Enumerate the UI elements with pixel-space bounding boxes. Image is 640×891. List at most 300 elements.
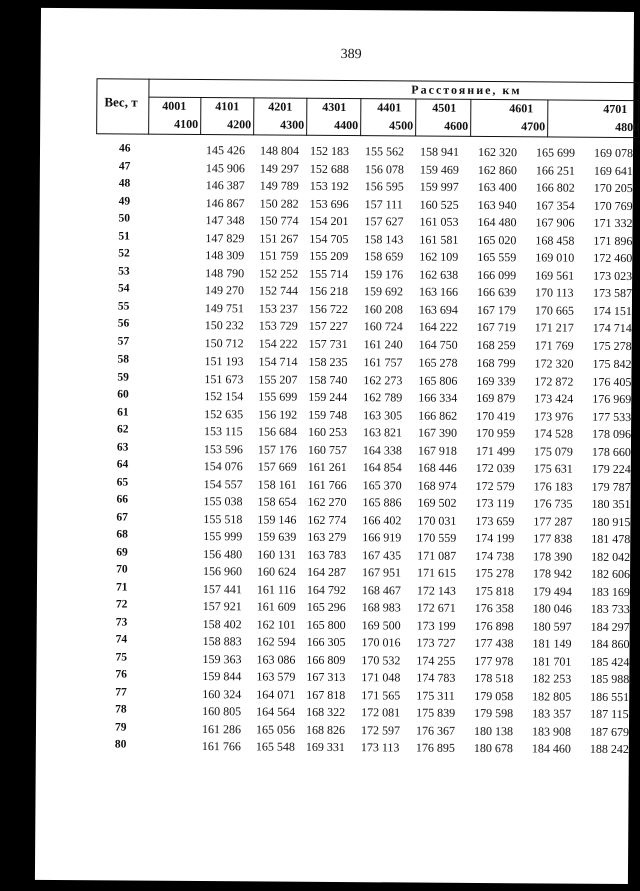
tariff-cell: 169 879	[476, 390, 516, 406]
tariff-cell: 168 446	[417, 460, 457, 475]
tariff-cell: 170 532	[361, 652, 401, 667]
tariff-cell: 175 839	[416, 705, 456, 720]
page-number: 389	[340, 47, 362, 63]
tariff-cell: 165 806	[418, 373, 458, 388]
tariff-cell: 173 424	[534, 391, 574, 406]
tariff-cell: 170 205	[593, 180, 633, 196]
tariff-cell: 178 390	[533, 548, 573, 564]
tariff-cell: 156 192	[258, 406, 298, 422]
tariff-cell: 169 331	[305, 739, 345, 755]
tariff-cell: 165 559	[477, 249, 517, 265]
tariff-cell: 160 131	[257, 546, 297, 562]
tariff-cell: 167 906	[535, 215, 575, 230]
tariff-cell: 166 809	[306, 652, 346, 667]
tariff-cell: 159 176	[364, 266, 404, 281]
range-to: 4700	[521, 119, 546, 134]
tariff-cell: 179 058	[474, 688, 514, 703]
weight-cell: 75	[115, 650, 128, 664]
tariff-cell: 154 076	[203, 459, 243, 474]
weight-cell: 61	[117, 405, 129, 419]
weight-cell: 69	[116, 545, 128, 559]
tariff-cell: 180 678	[473, 740, 513, 756]
tariff-cell: 174 199	[475, 530, 515, 546]
tariff-cell: 158 740	[308, 372, 348, 387]
tariff-cell: 153 696	[309, 196, 349, 211]
tariff-cell: 158 941	[419, 144, 460, 159]
tariff-cell: 162 594	[256, 634, 296, 649]
tariff-cell: 157 627	[364, 214, 404, 229]
weight-cell: 71	[115, 580, 128, 594]
tariff-cell: 152 252	[259, 265, 299, 281]
tariff-cell: 147 829	[205, 230, 245, 245]
tariff-cell: 171 217	[534, 320, 574, 335]
tariff-cell: 154 705	[309, 231, 349, 246]
tariff-cell: 171 499	[475, 443, 515, 458]
weight-cell: 78	[115, 703, 127, 716]
tariff-cell: 162 320	[477, 144, 518, 160]
tariff-cell: 154 557	[203, 476, 243, 491]
tariff-cell: 175 842	[592, 356, 632, 372]
tariff-cell: 169 010	[535, 250, 575, 265]
tariff-cell: 159 997	[419, 179, 459, 194]
tariff-cell: 150 712	[204, 335, 244, 350]
tariff-cell: 156 960	[203, 564, 243, 579]
weight-cell: 47	[118, 159, 131, 173]
tariff-cell: 157 669	[257, 459, 297, 474]
tariff-cell: 169 641	[593, 163, 633, 178]
weight-cell: 76	[115, 668, 127, 681]
tariff-cell: 176 358	[474, 600, 514, 616]
tariff-cell: 164 338	[362, 442, 402, 457]
tariff-cell: 181 478	[591, 531, 631, 547]
tariff-cell: 184 460	[531, 741, 571, 756]
tariff-cell: 163 279	[307, 529, 347, 545]
tariff-cell: 176 405	[592, 374, 632, 389]
tariff-cell: 167 719	[476, 319, 516, 335]
tariff-cell: 160 724	[363, 319, 403, 334]
tariff-cell: 157 176	[257, 441, 297, 457]
tariff-cell: 166 639	[476, 284, 517, 300]
tariff-cell: 184 860	[590, 636, 630, 652]
tariff-cell: 173 727	[416, 635, 456, 650]
tariff-cell: 159 363	[202, 651, 242, 666]
weight-cell: 49	[118, 194, 131, 208]
tariff-cell: 165 296	[306, 599, 346, 615]
tariff-cell: 183 169	[590, 584, 630, 599]
tariff-cell: 152 183	[309, 143, 350, 159]
tariff-cell: 182 253	[532, 671, 572, 686]
tariff-cell: 163 579	[256, 669, 296, 684]
tariff-cell: 155 999	[203, 529, 243, 544]
tariff-cell: 172 460	[593, 250, 633, 266]
tariff-cell: 164 071	[256, 686, 296, 702]
tariff-cell: 171 048	[361, 670, 401, 685]
tariff-cell: 155 209	[309, 248, 349, 264]
tariff-cell: 148 804	[259, 143, 300, 158]
weight-cell: 48	[118, 177, 131, 190]
tariff-cell: 161 766	[201, 739, 241, 754]
tariff-cell: 169 502	[417, 495, 457, 510]
tariff-cell: 162 101	[256, 616, 296, 632]
tariff-cell: 159 146	[257, 511, 297, 527]
weight-cell: 58	[117, 353, 130, 366]
tariff-cell: 173 023	[593, 268, 633, 283]
weight-cell: 64	[116, 458, 129, 471]
tariff-cell: 182 606	[591, 566, 631, 582]
tariff-cell: 175 079	[533, 443, 573, 459]
tariff-cell: 182 805	[532, 688, 572, 704]
weight-cell: 80	[114, 738, 127, 751]
tariff-cell: 177 978	[474, 653, 514, 668]
tariff-cell: 173 587	[592, 285, 633, 301]
tariff-cell: 155 699	[258, 389, 298, 404]
tariff-cell: 183 733	[590, 601, 630, 617]
tariff-cell: 174 783	[416, 670, 456, 685]
tariff-cell: 176 183	[533, 478, 573, 494]
tariff-cell: 174 255	[416, 653, 456, 668]
tariff-cell: 165 548	[255, 739, 295, 754]
tariff-cell: 162 774	[307, 512, 347, 527]
tariff-cell: 153 192	[309, 178, 349, 194]
tariff-cell: 153 115	[204, 424, 243, 439]
range-to: 4600	[444, 118, 469, 133]
tariff-cell: 176 367	[415, 723, 456, 738]
tariff-cell: 187 679	[589, 724, 630, 739]
tariff-cell: 163 783	[307, 547, 347, 562]
weight-cell: 65	[116, 475, 129, 489]
tariff-cell: 154 201	[309, 213, 349, 229]
range-from: 4701	[603, 101, 628, 117]
tariff-cell: 165 886	[362, 495, 402, 510]
tariff-cell: 168 983	[361, 600, 401, 615]
tariff-cell: 161 766	[307, 477, 347, 492]
tariff-cell: 170 113	[534, 285, 574, 300]
tariff-cell: 166 334	[418, 390, 458, 405]
tariff-cell: 174 738	[475, 548, 515, 563]
tariff-cell: 166 802	[535, 180, 575, 195]
tariff-cell: 159 244	[308, 389, 348, 405]
tariff-cell: 163 400	[477, 179, 517, 195]
table-row	[36, 738, 629, 759]
tariff-cell: 152 635	[204, 406, 244, 421]
weight-cell: 68	[116, 528, 128, 541]
weight-cell: 53	[118, 264, 130, 278]
range-from: 4101	[215, 99, 240, 114]
range-to: 4500	[389, 118, 414, 133]
tariff-cell: 180 046	[532, 601, 572, 616]
tariff-cell: 163 694	[418, 302, 458, 317]
tariff-cell: 160 805	[202, 704, 242, 719]
tariff-cell: 161 609	[256, 599, 296, 614]
tariff-cell: 171 896	[593, 233, 633, 248]
tariff-cell: 147 348	[205, 213, 245, 228]
tariff-cell: 150 774	[259, 213, 299, 228]
tariff-cell: 161 053	[419, 214, 459, 229]
tariff-cell: 168 974	[417, 478, 457, 493]
tariff-cell: 160 253	[308, 424, 348, 440]
weight-cell: 54	[118, 282, 130, 295]
tariff-cell: 168 799	[476, 355, 516, 371]
tariff-cell: 152 744	[258, 283, 299, 298]
tariff-cell: 185 424	[590, 654, 630, 669]
tariff-cell: 177 438	[474, 635, 514, 651]
tariff-cell: 162 860	[477, 162, 517, 177]
tariff-cell: 167 390	[418, 425, 458, 440]
tariff-cell: 184 297	[590, 619, 630, 634]
tariff-cell: 175 631	[533, 461, 573, 476]
tariff-cell: 171 769	[534, 337, 574, 353]
tariff-cell: 170 031	[417, 513, 457, 528]
weight-cell: 66	[116, 493, 129, 506]
tariff-cell: 173 113	[360, 740, 400, 755]
tariff-cell: 172 039	[475, 460, 515, 476]
tariff-cell: 155 562	[364, 144, 405, 159]
weight-column-header: Вес, т	[104, 94, 138, 110]
tariff-cell: 178 096	[592, 426, 632, 442]
tariff-cell: 183 908	[531, 723, 572, 739]
tariff-cell: 158 654	[257, 494, 297, 509]
tariff-cell: 175 311	[416, 688, 455, 703]
tariff-cell: 158 402	[202, 616, 242, 631]
tariff-cell: 149 789	[259, 178, 299, 193]
tariff-cell: 181 701	[532, 653, 572, 669]
tariff-cell: 180 351	[591, 496, 631, 512]
tariff-cell: 149 751	[204, 300, 244, 315]
tariff-cell: 176 898	[474, 618, 514, 633]
tariff-cell: 164 287	[307, 564, 347, 580]
tariff-cell: 183 357	[532, 706, 572, 721]
weight-cell: 79	[114, 720, 127, 734]
tariff-cell: 153 237	[258, 300, 298, 316]
tariff-cell: 176 895	[415, 740, 455, 755]
tariff-cell: 172 671	[416, 600, 456, 615]
tariff-cell: 157 731	[308, 336, 348, 351]
tariff-cell: 178 518	[474, 670, 514, 686]
tariff-cell: 156 078	[364, 161, 404, 176]
tariff-cell: 167 951	[362, 565, 402, 580]
tariff-cell: 156 722	[308, 301, 348, 316]
range-from: 4001	[162, 98, 187, 113]
tariff-cell: 164 750	[418, 337, 458, 352]
tariff-cell: 161 757	[363, 355, 403, 370]
tariff-cell: 156 480	[203, 546, 243, 561]
tariff-cell: 163 305	[363, 407, 403, 422]
tariff-cell: 165 278	[418, 355, 458, 370]
tariff-cell: 179 224	[591, 461, 631, 477]
tariff-cell: 178 660	[591, 444, 631, 459]
tariff-cell: 145 426	[205, 143, 246, 158]
tariff-cell: 179 494	[532, 583, 572, 599]
tariff-cell: 179 598	[474, 705, 514, 721]
tariff-cell: 153 729	[258, 318, 298, 333]
tariff-cell: 155 207	[258, 371, 298, 387]
weight-cell: 60	[117, 388, 129, 401]
weight-cell: 77	[115, 685, 127, 699]
tariff-cell: 170 559	[417, 530, 457, 545]
tariff-cell: 161 286	[201, 721, 242, 736]
range-from: 4601	[509, 101, 534, 116]
tariff-cell: 159 748	[308, 407, 348, 422]
tariff-cell: 164 222	[418, 319, 458, 334]
tariff-cell: 170 959	[476, 425, 516, 441]
weight-cell: 50	[118, 212, 131, 225]
tariff-cell: 165 056	[255, 721, 296, 737]
tariff-cell: 153 596	[203, 441, 243, 456]
tariff-cell: 156 684	[258, 424, 298, 439]
tariff-cell: 173 659	[475, 513, 515, 528]
tariff-cell: 188 242	[589, 741, 629, 757]
tariff-cell: 145 906	[205, 160, 245, 175]
tariff-cell: 161 581	[419, 232, 459, 247]
tariff-cell: 174 714	[592, 320, 632, 336]
tariff-cell: 149 270	[204, 283, 245, 298]
tariff-cell: 160 324	[202, 686, 242, 701]
tariff-cell: 170 419	[476, 408, 516, 423]
weight-cell: 52	[118, 247, 130, 260]
tariff-cell: 164 564	[256, 704, 296, 719]
tariff-cell: 167 918	[417, 443, 457, 458]
tariff-cell: 150 232	[204, 318, 244, 333]
tariff-cell: 173 199	[416, 618, 456, 633]
distance-header: Расстояние, км	[411, 82, 522, 98]
range-to: 4100	[174, 116, 199, 132]
tariff-cell: 169 078	[593, 145, 634, 161]
tariff-cell: 180 915	[591, 514, 631, 529]
tariff-cell: 174 151	[592, 303, 632, 318]
tariff-cell: 182 042	[591, 549, 631, 564]
tariff-cell: 148 790	[205, 265, 245, 280]
tariff-cell: 158 659	[364, 249, 404, 264]
tariff-cell: 170 665	[534, 302, 574, 318]
tariff-cell: 161 240	[363, 336, 403, 351]
tariff-cell: 160 208	[363, 301, 403, 316]
tariff-cell: 167 818	[306, 687, 346, 702]
tariff-cell: 181 149	[532, 636, 572, 651]
tariff-cell: 158 235	[308, 354, 348, 370]
tariff-cell: 173 976	[534, 408, 574, 424]
weight-cell: 70	[116, 563, 128, 576]
tariff-cell: 179 787	[591, 479, 631, 494]
tariff-cell: 165 699	[535, 145, 576, 160]
tariff-cell: 162 109	[419, 249, 459, 264]
tariff-cell: 158 161	[257, 476, 297, 492]
tariff-cell: 171 565	[361, 687, 401, 702]
range-from: 4401	[377, 100, 402, 115]
range-to: 4200	[227, 117, 252, 132]
tariff-cell: 175 278	[592, 338, 632, 353]
tariff-cell: 169 339	[476, 373, 516, 388]
tariff-cell: 164 854	[362, 460, 402, 475]
weight-cell: 63	[116, 440, 129, 454]
range-from: 4501	[432, 100, 457, 115]
weight-cell: 51	[118, 229, 130, 243]
tariff-cell: 185 988	[590, 671, 630, 687]
weight-cell: 67	[116, 510, 128, 524]
tariff-cell: 164 792	[306, 582, 347, 597]
tariff-cell: 150 282	[259, 195, 299, 211]
tariff-cell: 165 020	[477, 232, 517, 247]
tariff-cell: 163 821	[363, 425, 403, 440]
tariff-cell: 173 119	[475, 495, 515, 511]
tariff-cell: 155 518	[203, 511, 243, 526]
tariff-cell: 155 038	[203, 494, 243, 509]
tariff-cell: 172 081	[361, 705, 401, 720]
tariff-cell: 151 267	[259, 230, 299, 246]
weight-cell: 74	[115, 633, 128, 646]
tariff-cell: 163 940	[477, 197, 517, 212]
tariff-cell: 160 757	[307, 442, 347, 457]
tariff-cell: 175 818	[474, 583, 515, 598]
tariff-cell: 168 467	[361, 582, 402, 597]
tariff-cell: 157 441	[202, 581, 243, 596]
tariff-cell: 160 624	[257, 564, 297, 579]
tariff-cell: 166 402	[362, 512, 402, 527]
tariff-cell: 154 222	[258, 335, 298, 351]
tariff-cell: 168 322	[306, 704, 346, 720]
tariff-cell: 176 735	[533, 496, 573, 511]
tariff-cell: 171 087	[417, 548, 457, 563]
tariff-cell: 186 551	[590, 689, 630, 704]
tariff-cell: 159 692	[363, 284, 404, 299]
tariff-cell: 162 273	[363, 372, 403, 387]
tariff-cell: 159 844	[202, 669, 242, 684]
tariff-cell: 171 332	[593, 215, 633, 231]
tariff-cell: 172 872	[534, 373, 574, 389]
tariff-cell: 180 138	[473, 723, 514, 738]
tariff-cell: 162 638	[419, 267, 459, 282]
tariff-cell: 171 615	[417, 565, 457, 580]
tariff-cell: 157 921	[202, 599, 242, 614]
tariff-cell: 187 115	[590, 706, 629, 722]
tariff-cell: 157 111	[364, 196, 403, 211]
tariff-cell: 156 595	[364, 179, 404, 194]
weight-cell: 59	[117, 370, 129, 384]
tariff-cell: 178 942	[533, 566, 573, 581]
tariff-cell: 146 387	[205, 178, 245, 193]
weight-cell: 57	[117, 334, 130, 348]
tariff-cell: 162 270	[307, 494, 347, 510]
tariff-cell: 159 469	[419, 162, 459, 177]
tariff-cell: 167 313	[306, 669, 346, 685]
tariff-cell: 170 016	[361, 635, 401, 650]
tariff-cell: 180 597	[532, 618, 572, 634]
tariff-cell: 166 251	[535, 162, 575, 178]
tariff-cell: 177 533	[592, 409, 632, 424]
tariff-cell: 177 838	[533, 531, 573, 546]
tariff-cell: 155 714	[309, 266, 349, 281]
tariff-cell: 161 261	[307, 459, 347, 475]
weight-cell: 55	[117, 299, 130, 313]
weight-cell: 46	[118, 142, 131, 155]
range-from: 4301	[322, 99, 347, 115]
range-to: 4800	[615, 119, 640, 135]
tariff-cell: 175 278	[475, 565, 515, 581]
tariff-cell: 172 597	[360, 722, 401, 737]
tariff-cell: 151 193	[204, 354, 244, 369]
tariff-cell: 158 883	[202, 634, 242, 649]
tariff-cell: 165 370	[362, 477, 402, 492]
tariff-cell: 152 154	[204, 389, 244, 404]
tariff-cell: 169 561	[535, 267, 575, 283]
range-from: 4201	[268, 99, 293, 114]
weight-cell: 73	[115, 615, 128, 629]
tariff-cell: 156 218	[308, 283, 349, 299]
range-to: 4400	[334, 117, 359, 133]
tariff-cell: 166 862	[418, 408, 458, 423]
tariff-cell: 172 579	[475, 478, 515, 493]
tariff-cell: 172 143	[416, 583, 457, 598]
tariff-cell: 165 800	[306, 617, 346, 632]
